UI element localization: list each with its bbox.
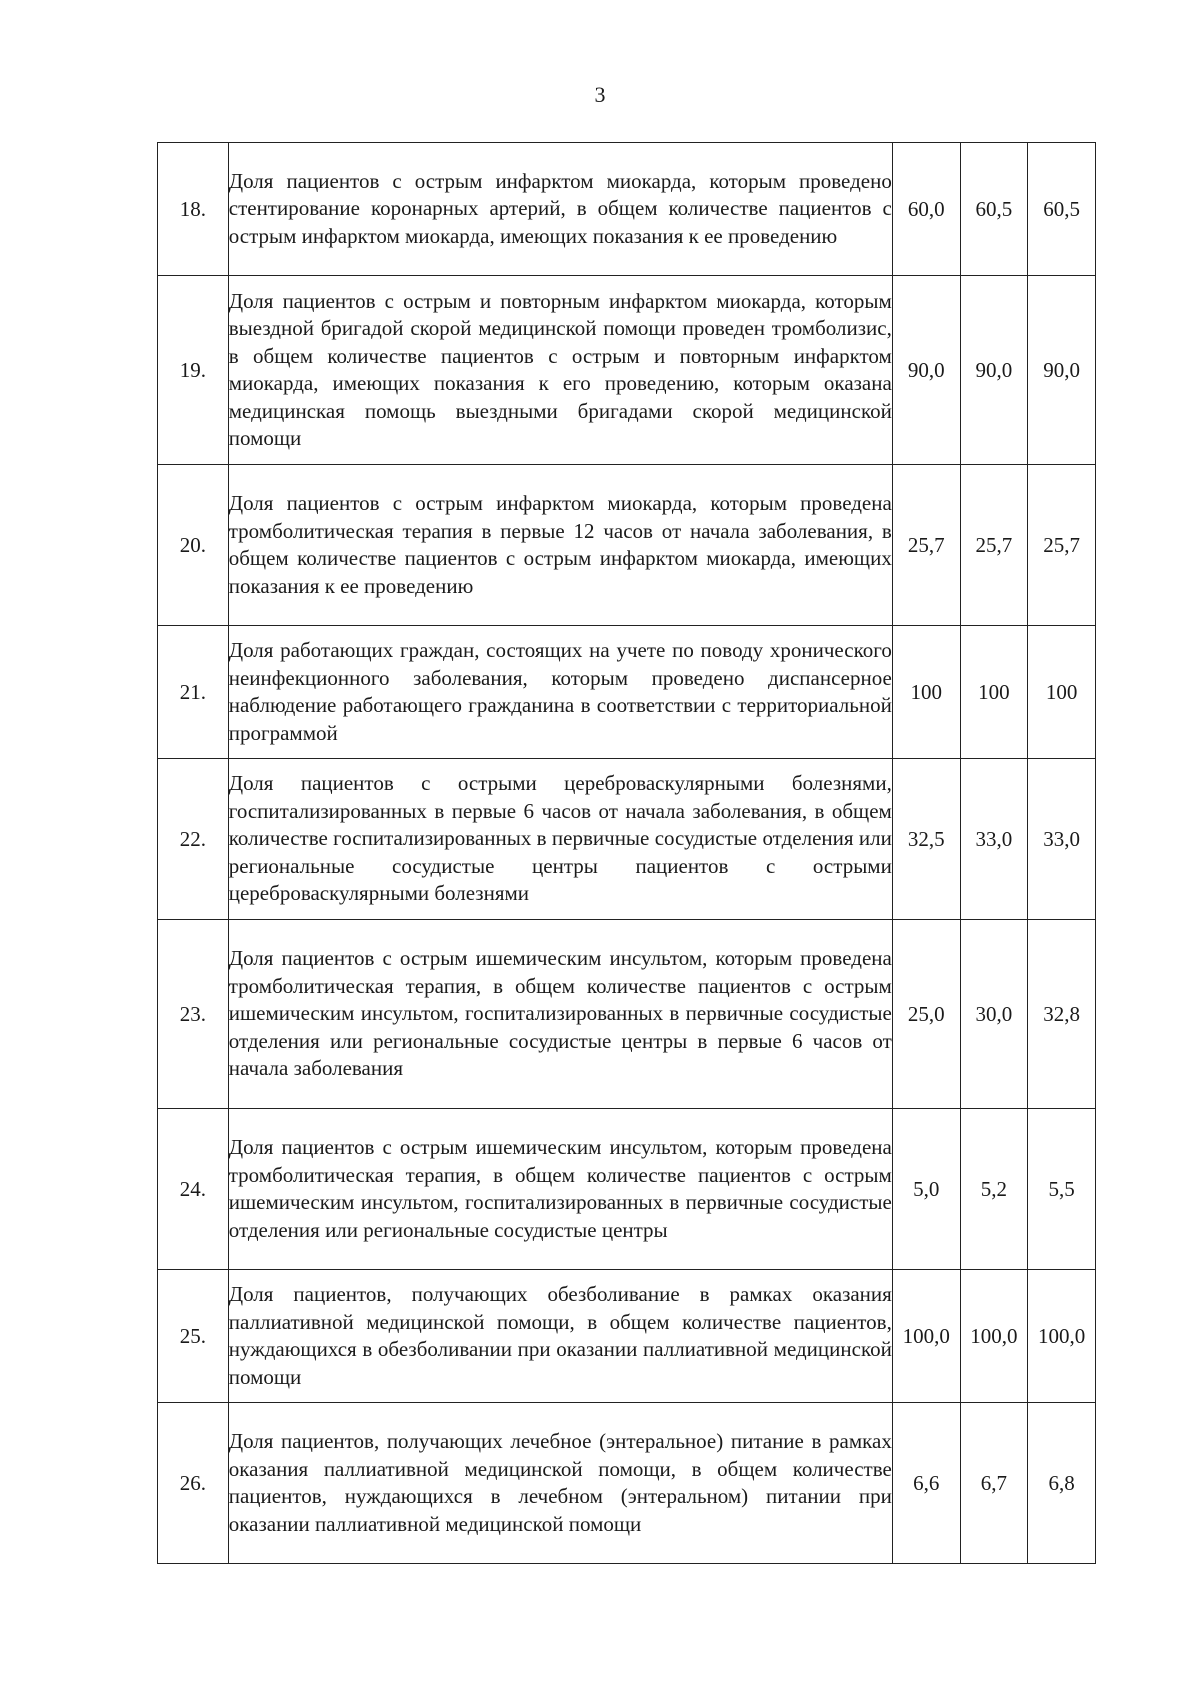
- table-row: [158, 1270, 1096, 1403]
- row-number: 20.: [158, 465, 229, 626]
- value-year-3: 5,5: [1028, 1109, 1096, 1270]
- row-number: 26.: [158, 1403, 229, 1564]
- value-year-2: 6,7: [960, 1403, 1028, 1564]
- row-number: 21.: [158, 626, 229, 759]
- value-year-2: 100,0: [960, 1270, 1028, 1403]
- row-number: 22.: [158, 759, 229, 920]
- value-year-2: 60,5: [960, 143, 1028, 276]
- value-year-1: 5,0: [892, 1109, 960, 1270]
- indicator-description: Доля пациентов с острым ишемическим инсультом, которым проведена тромболитическая терапия, в общем количестве пациентов с острым ишемическим инсультом, госпитализированных в первичные сосудистые отделения или региональные сосудистые центры в первые 6 часов от начала заболевания: [228, 920, 892, 1109]
- value-year-2: 100: [960, 626, 1028, 759]
- row-number: 18.: [158, 143, 229, 276]
- row-number: 24.: [158, 1109, 229, 1270]
- indicator-description: Доля пациентов с острыми цереброваскулярными болезнями, госпитализированных в первые 6 часов от начала заболевания, в общем количестве госпитализированных в первичные сосудистые отделения или региональные сосудистые центры пациентов с острыми цереброваскулярными болезнями: [228, 759, 892, 920]
- value-year-2: 5,2: [960, 1109, 1028, 1270]
- value-year-1: 25,0: [892, 920, 960, 1109]
- row-number: 19.: [158, 276, 229, 465]
- page-number: 3: [594, 82, 606, 107]
- value-year-1: 100,0: [892, 1270, 960, 1403]
- value-year-1: 32,5: [892, 759, 960, 920]
- value-year-2: 90,0: [960, 276, 1028, 465]
- value-year-3: 100: [1028, 626, 1096, 759]
- value-year-3: 25,7: [1028, 465, 1096, 626]
- table-row: [158, 759, 1096, 920]
- value-year-3: 100,0: [1028, 1270, 1096, 1403]
- table-row: [158, 626, 1096, 759]
- indicator-description: Доля работающих граждан, состоящих на учете по поводу хронического неинфекционного заболевания, которым проведено диспансерное наблюдение работающего гражданина в соответствии с территориальной программой: [228, 626, 892, 759]
- indicator-description: Доля пациентов с острым и повторным инфарктом миокарда, которым выездной бригадой скорой медицинской помощи проведен тромболизис, в общем количестве пациентов с острым и повторным инфарктом миокарда, имеющих показания к его проведению, которым оказана медицинская помощь выездными бригадами скорой медицинской помощи: [228, 276, 892, 465]
- table-row: [158, 1109, 1096, 1270]
- table-row: [158, 143, 1096, 276]
- table-row: [158, 1403, 1096, 1564]
- row-number: 23.: [158, 920, 229, 1109]
- indicator-description: Доля пациентов с острым инфарктом миокарда, которым проведена тромболитическая терапия в первые 12 часов от начала заболевания, в общем количестве пациентов с острым инфарктом миокарда, имеющих показания к ее проведению: [228, 465, 892, 626]
- row-number: 25.: [158, 1270, 229, 1403]
- value-year-1: 60,0: [892, 143, 960, 276]
- value-year-1: 100: [892, 626, 960, 759]
- value-year-3: 33,0: [1028, 759, 1096, 920]
- value-year-1: 25,7: [892, 465, 960, 626]
- value-year-3: 6,8: [1028, 1403, 1096, 1564]
- value-year-3: 32,8: [1028, 920, 1096, 1109]
- table-row: [158, 465, 1096, 626]
- value-year-3: 60,5: [1028, 143, 1096, 276]
- indicator-description: Доля пациентов с острым инфарктом миокарда, которым проведено стентирование коронарных артерий, в общем количестве пациентов с острым инфарктом миокарда, имеющих показания к ее проведению: [228, 143, 892, 276]
- indicator-description: Доля пациентов, получающих лечебное (энтеральное) питание в рамках оказания паллиативной медицинской помощи, в общем количестве пациентов, нуждающихся в лечебном (энтеральном) питании при оказании паллиативной медицинской помощи: [228, 1403, 892, 1564]
- value-year-2: 33,0: [960, 759, 1028, 920]
- indicator-description: Доля пациентов, получающих обезболивание в рамках оказания паллиативной медицинской помощи, в общем количестве пациентов, нуждающихся в обезболивании при оказании паллиативной медицинской помощи: [228, 1270, 892, 1403]
- value-year-1: 6,6: [892, 1403, 960, 1564]
- value-year-3: 90,0: [1028, 276, 1096, 465]
- table-row: [158, 276, 1096, 465]
- indicator-description: Доля пациентов с острым ишемическим инсультом, которым проведена тромболитическая терапия, в общем количестве пациентов с острым ишемическим инсультом, госпитализированных в первичные сосудистые отделения или региональные сосудистые центры: [228, 1109, 892, 1270]
- indicators-table: [157, 142, 1096, 1564]
- value-year-1: 90,0: [892, 276, 960, 465]
- value-year-2: 25,7: [960, 465, 1028, 626]
- table-row: [158, 920, 1096, 1109]
- value-year-2: 30,0: [960, 920, 1028, 1109]
